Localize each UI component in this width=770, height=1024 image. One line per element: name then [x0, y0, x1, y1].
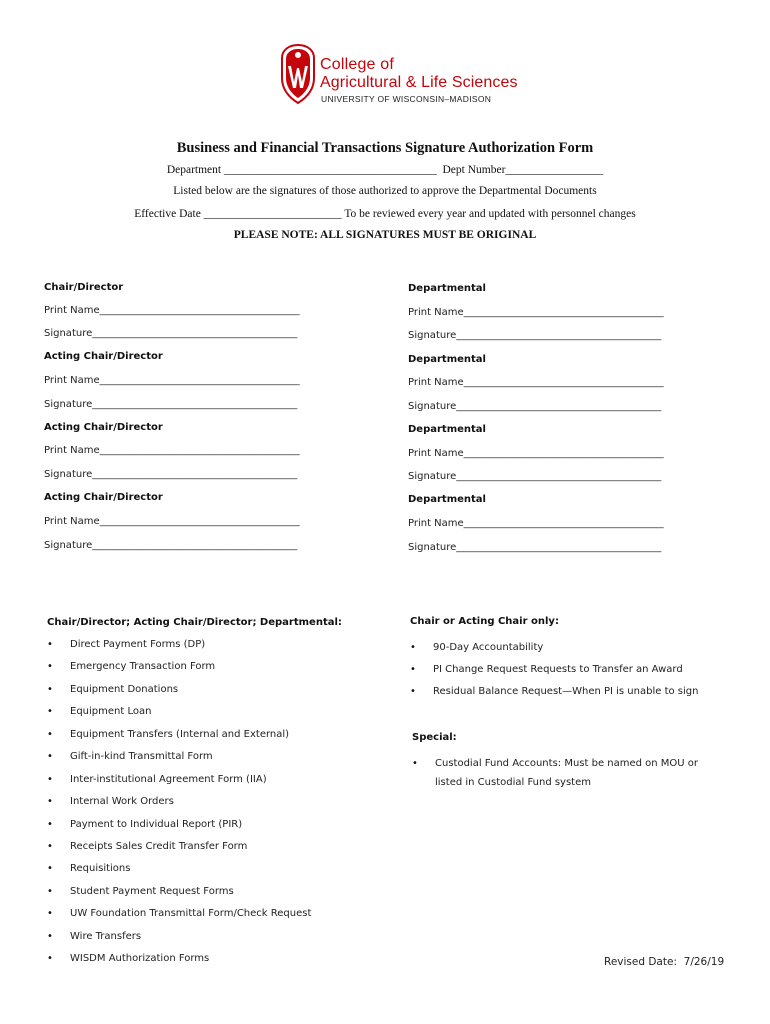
block-heading: Departmental: [408, 354, 486, 365]
block-heading: Departmental: [408, 283, 486, 294]
list-item: Payment to Individual Report (PIR): [70, 819, 243, 830]
signature-field[interactable]: Signature_________________________________________: [408, 330, 662, 341]
bullet-icon: •: [47, 931, 53, 942]
list-item: WISDM Authorization Forms: [70, 953, 210, 964]
list-item: Inter-institutional Agreement Form (IIA): [70, 774, 267, 785]
bullet-icon: •: [47, 908, 53, 919]
special-item-line2: listed in Custodial Fund system: [435, 777, 592, 788]
list-item: Direct Payment Forms (DP): [70, 639, 206, 650]
effective-date-line: Effective Date ________________________ To be reviewed every year and updated with personnel changes: [134, 208, 636, 220]
block-heading: Departmental: [408, 424, 486, 435]
list-item: Gift-in-kind Transmittal Form: [70, 751, 213, 762]
block-heading: Acting Chair/Director: [44, 492, 163, 503]
block-heading: Chair/Director: [44, 282, 124, 293]
list-item: Internal Work Orders: [70, 796, 174, 807]
signature-field[interactable]: Signature_________________________________________: [44, 469, 298, 480]
signature-field[interactable]: Signature_________________________________________: [408, 401, 662, 412]
listed-below-line: Listed below are the signatures of those authorized to approve the Departmental Documents: [173, 185, 597, 197]
print-name-field[interactable]: Print Name________________________________________: [408, 448, 664, 459]
signature-field[interactable]: Signature_________________________________________: [408, 471, 662, 482]
bullet-icon: •: [47, 729, 53, 740]
list-item: Requisitions: [70, 863, 131, 874]
original-signatures-note: PLEASE NOTE: ALL SIGNATURES MUST BE ORIGINAL: [233, 229, 537, 241]
block-heading: Acting Chair/Director: [44, 422, 163, 433]
bullet-icon: •: [47, 796, 53, 807]
print-name-field[interactable]: Print Name________________________________________: [44, 445, 300, 456]
list-item: Equipment Donations: [70, 684, 179, 695]
print-name-field[interactable]: Print Name________________________________________: [408, 377, 664, 388]
print-name-field[interactable]: Print Name________________________________________: [408, 307, 664, 318]
list-item: 90-Day Accountability: [433, 642, 544, 653]
special-heading: Special:: [412, 732, 457, 743]
revised-date: Revised Date: 7/26/19: [604, 956, 725, 968]
logo-name-line: Agricultural & Life Sciences: [320, 74, 518, 91]
signature-field[interactable]: Signature_________________________________________: [44, 540, 298, 551]
list-item: Equipment Loan: [70, 706, 152, 717]
list-item: Equipment Transfers (Internal and External): [70, 729, 290, 740]
logo-college-line: College of: [320, 56, 395, 73]
list-item: PI Change Request Requests to Transfer an Award: [433, 664, 683, 675]
list-item: Wire Transfers: [70, 931, 142, 942]
print-name-field[interactable]: Print Name________________________________________: [408, 518, 664, 529]
bullet-icon: •: [47, 819, 53, 830]
right-list-heading: Chair or Acting Chair only:: [410, 616, 559, 627]
signature-field[interactable]: Signature_________________________________________: [408, 542, 662, 553]
bullet-icon: •: [47, 684, 53, 695]
left-list-heading: Chair/Director; Acting Chair/Director; Departmental:: [47, 617, 342, 628]
bullet-icon: •: [47, 953, 53, 964]
bullet-icon: •: [47, 661, 53, 672]
print-name-field[interactable]: Print Name________________________________________: [44, 516, 300, 527]
crest-logo: [279, 44, 317, 104]
department-line: Department _____________________________________ Dept Number_________________: [166, 164, 604, 176]
bullet-icon: •: [47, 841, 53, 852]
bullet-icon: •: [47, 706, 53, 717]
special-item-line1: Custodial Fund Accounts: Must be named on MOU or: [435, 758, 699, 769]
list-item: UW Foundation Transmittal Form/Check Request: [70, 908, 312, 919]
logo-university-line: UNIVERSITY OF WISCONSIN–MADISON: [321, 94, 492, 104]
print-name-field[interactable]: Print Name________________________________________: [44, 375, 300, 386]
signature-field[interactable]: Signature_________________________________________: [44, 328, 298, 339]
bullet-icon: •: [47, 774, 53, 785]
bullet-icon: •: [412, 758, 418, 769]
list-item: Emergency Transaction Form: [70, 661, 216, 672]
block-heading: Departmental: [408, 494, 486, 505]
block-heading: Acting Chair/Director: [44, 351, 163, 362]
bullet-icon: •: [47, 863, 53, 874]
list-item: Residual Balance Request—When PI is unable to sign: [433, 686, 699, 697]
list-item: Student Payment Request Forms: [70, 886, 234, 897]
bullet-icon: •: [410, 686, 416, 697]
bullet-icon: •: [47, 639, 53, 650]
list-item: Receipts Sales Credit Transfer Form: [70, 841, 248, 852]
bullet-icon: •: [47, 751, 53, 762]
form-title: Business and Financial Transactions Signature Authorization Form: [176, 140, 594, 156]
bullet-icon: •: [410, 642, 416, 653]
signature-field[interactable]: Signature_________________________________________: [44, 399, 298, 410]
print-name-field[interactable]: Print Name________________________________________: [44, 305, 300, 316]
bullet-icon: •: [47, 886, 53, 897]
bullet-icon: •: [410, 664, 416, 675]
